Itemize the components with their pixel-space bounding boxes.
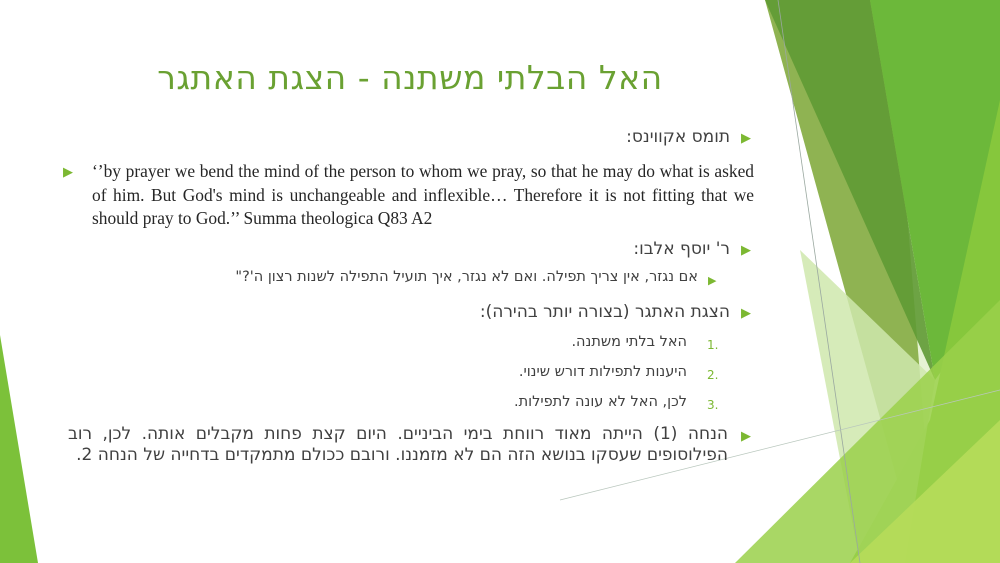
list-item-2: היענות לתפילות דורש שינוי. — [518, 364, 687, 380]
sub-bullet-arrow-icon: ▶ — [708, 274, 717, 287]
bullet-arrow-icon: ▶ — [741, 306, 751, 321]
list-number: 1. — [707, 338, 719, 352]
slide-title: האל הבלתי משתנה - הצגת האתגר — [157, 58, 663, 97]
left-green-wedge — [0, 335, 38, 563]
aquinas-quote: ‘’by prayer we bend the mind of the person to whom we pray, so that he may do what is asked of him. But God's mind is unchangeable and inflexible… Therefore it is not fitting that we should pray to God.’’ Summa theologica Q83 A2 — [92, 161, 754, 228]
bullet-yosef-albo: ר' יוסף אלבו: — [633, 239, 730, 259]
list-number: 3. — [707, 398, 719, 412]
list-number: 2. — [707, 368, 719, 382]
list-item-3: לכן, האל לא עונה לתפילות. — [514, 394, 687, 410]
bullet-arrow-icon: ▶ — [741, 131, 751, 146]
bullet-thomas-aquinas: תומס אקווינס: — [626, 127, 730, 147]
list-item-1: האל בלתי משתנה. — [571, 334, 687, 350]
bullet-arrow-icon: ▶ — [63, 165, 73, 180]
bullet-arrow-icon: ▶ — [741, 243, 751, 258]
bullet-challenge: הצגת האתגר (בצורה יותר בהירה): — [479, 302, 730, 322]
bullet-arrow-icon: ▶ — [741, 429, 751, 444]
bullet-conclusion: הנחה (1) הייתה מאוד רווחת בימי הביניים. היום קצת פחות מקבלים אותה. לכן, רוב הפילוסופים שעסקו בנושא הזה הם לא מזמננו. ורובם ככולם מתמקדים בדחייה של הנחה 2. — [68, 424, 728, 465]
albo-quote: אם נגזר, אין צריך תפילה. ואם לא נגזר, איך תועיל התפילה לשנות רצון ה'?" — [235, 269, 698, 285]
